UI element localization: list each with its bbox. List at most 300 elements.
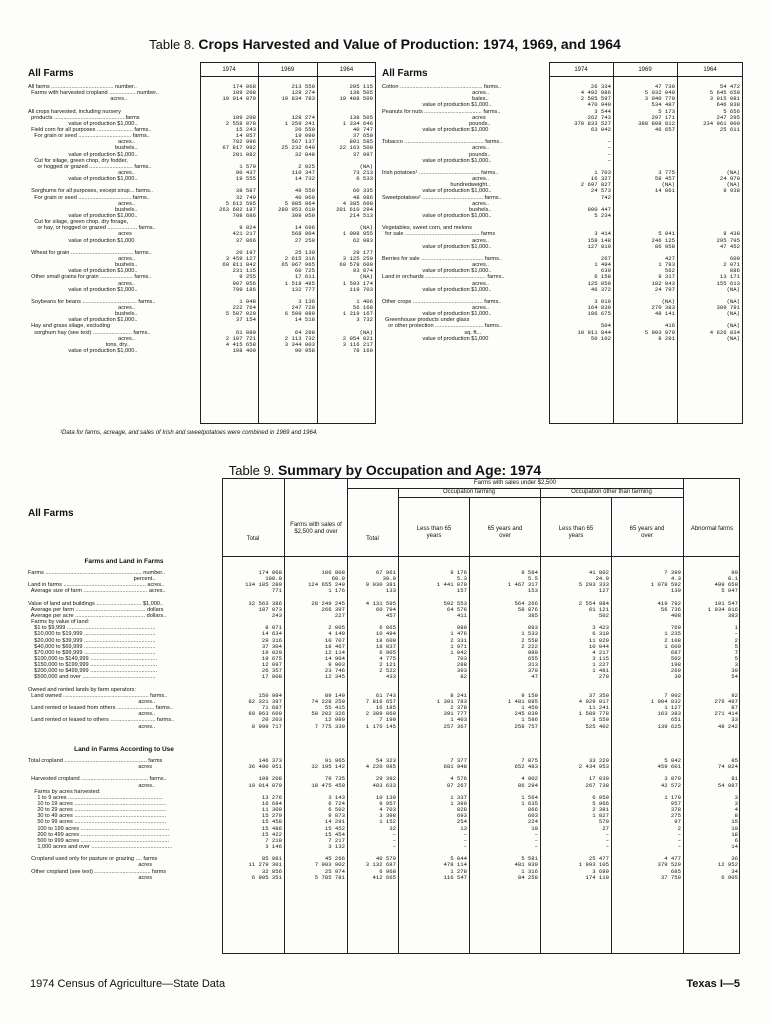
table9-cell: –: [677, 836, 681, 844]
table9-row-label: 20 to 29 acres ...........................................................: [28, 807, 167, 814]
table8-cell: 504: [600, 322, 611, 330]
table9-cell: 11 309: [261, 806, 282, 814]
table8-left-col-1974: [200, 84, 256, 354]
table9-cell: 393: [456, 667, 467, 675]
table8-cell: (NA): [359, 224, 373, 232]
table9-heading: Summary by Occupation and Age: 1974: [277, 462, 542, 478]
table8-row-label: products ............................................. farms: [28, 114, 140, 121]
table9-cell: 1 635: [521, 799, 538, 807]
table9-cell: 9 030 381: [365, 581, 396, 589]
table8-cell: 3 732: [356, 316, 373, 324]
table8-cell: 247 295: [716, 113, 740, 121]
table9-cell: 24.0: [595, 575, 609, 583]
table9-column: [540, 570, 609, 730]
table8-row-label: acres..: [382, 90, 489, 97]
table9-cell: 9 957: [379, 799, 396, 807]
table8-row-label: acres..: [382, 200, 489, 207]
table8-cell: 25 130: [294, 248, 315, 256]
table9-row-label: 30 to 49 acres ...........................................................: [28, 813, 167, 820]
table8-left-year-1964: 1964: [339, 67, 354, 73]
table9-cell: 8 071: [265, 624, 282, 632]
table9-row-label: acres: [28, 862, 153, 869]
table9-cell: 1 533: [521, 630, 538, 638]
table8-cell: 427: [664, 254, 675, 262]
table8-cell: 127 810: [587, 242, 611, 250]
table9-row-labels-a: [28, 570, 220, 730]
table9-cell: 18 475 459: [311, 781, 345, 789]
table8-cell: 19 555: [235, 175, 256, 183]
table8-cell: (NA): [726, 168, 740, 176]
table8-row-label: sq. ft...: [382, 329, 482, 336]
table9-cell: 61 121: [588, 605, 609, 613]
table9-row-label: Harvested cropland ........................................... farms..: [28, 776, 167, 783]
table9-cell: 15 454: [324, 830, 345, 838]
table9-row-label: acres..: [28, 782, 156, 789]
table9-cell: 116 547: [443, 873, 467, 881]
table8-cell: 799 186: [232, 285, 256, 293]
table8-row-label: Peanuts for nuts ..................................... farms..: [382, 108, 501, 115]
table8-right-col-1974: [549, 84, 611, 342]
table8-cell: 5 032 040: [644, 89, 675, 97]
table9-row-label: Value of land and buildings ............................. $1,000..: [28, 600, 164, 607]
table9-cell: 87 267: [446, 781, 467, 789]
table8-row-label: acres..: [382, 176, 489, 183]
table8-cell: 14 696: [294, 224, 315, 232]
table9-row-label: Owned and rented lands by farm operators:: [28, 686, 136, 693]
table8-cell: 46 372: [590, 285, 611, 293]
table8-cell: 234 961 000: [703, 119, 740, 127]
table8-cell: (NA): [661, 181, 675, 189]
table8-cell: 4 415 658: [225, 340, 256, 348]
table9-row-label: 10 to 19 acres ...........................................................: [28, 800, 167, 807]
table8-cell: 60 811 842: [222, 261, 256, 269]
table8-cell: 388 808 812: [638, 119, 675, 127]
table9-cell: 37 304: [261, 642, 282, 650]
table8-cell: 4 385 608: [342, 199, 373, 207]
table8-cell: 27 259: [294, 236, 315, 244]
table9-cell: 25 974: [324, 867, 345, 875]
table8-cell: 13 171: [719, 273, 740, 281]
table9-cell: 58 876: [517, 605, 538, 613]
table9-cell: 2: [677, 824, 681, 832]
table9-column: [611, 758, 681, 881]
table9-cell: 5.3: [456, 575, 467, 583]
table8-cell: 309 050: [291, 211, 315, 219]
table8-cell: 119 703: [349, 285, 373, 293]
table8-row-label: Tobacco ................................................... farms..: [382, 139, 503, 146]
table8-row-label: value of production $1,000..: [382, 212, 492, 219]
table8-cell: 2 505 597: [580, 95, 611, 103]
table9-cell: 13 276: [261, 793, 282, 801]
table9-cell: –: [463, 836, 467, 844]
table9-cell: 1 399: [450, 799, 467, 807]
table8-row-label: Farms with harvested cropland ................. number..: [28, 90, 159, 97]
table8-cell: 58 457: [654, 175, 675, 183]
table9-cell: 224: [527, 818, 538, 826]
table8-cell: 3 136: [298, 297, 315, 305]
table8-cell: 10 911 844: [577, 328, 611, 336]
table9-row-label: Total cropland ..................................................... farms: [28, 758, 163, 764]
table9-row-label: Farms .............................................................. number..: [28, 570, 166, 576]
table8-cell: 1 703: [594, 168, 611, 176]
table9-cell: 419 792: [657, 599, 681, 607]
table8-row-label: acres..: [28, 139, 135, 146]
table9-row-label: $150,000 to $199,999 ...........................................: [28, 662, 158, 669]
table9-cell: 61 743: [375, 691, 396, 699]
table8-cell: 1 570: [239, 162, 256, 170]
table9-cell: 3 550: [592, 716, 609, 724]
table9-cell: 1 509 778: [578, 710, 609, 718]
table9-row-label: 100 to 199 acres .........................................................: [28, 825, 170, 832]
table9-cell: 14 291: [324, 818, 345, 826]
table8-cell: 17 611: [294, 273, 315, 281]
table9-cell: 1 004 832: [650, 697, 681, 705]
table9-cell: 2 108: [664, 636, 681, 644]
table9-head-under-total: Total: [366, 536, 379, 542]
table9-cell: 271 414: [714, 710, 738, 718]
table9-cell: 989: [527, 648, 538, 656]
table9-cell: 133: [385, 587, 396, 595]
table9-cell: 3 146: [265, 842, 282, 850]
table9-cell: 5 581: [521, 855, 538, 863]
table9-cell: 1 176: [328, 587, 345, 595]
table8-cell: 138 505: [349, 113, 373, 121]
table8-cell: (NA): [726, 310, 740, 318]
table9-row-label: $100,000 to $149,999 ...........................................: [28, 655, 158, 662]
table9-cell: –: [463, 830, 467, 838]
table9-row-label: Farms by value of land:: [28, 619, 90, 626]
table9-row-label: $20,000 to $39,999 ..............................................: [28, 637, 156, 644]
table8-cell: 40 747: [352, 125, 373, 133]
table9-cell: 7 903 902: [314, 861, 345, 869]
table9-cell: 15 452: [324, 824, 345, 832]
table8-cell: 86 958: [654, 242, 675, 250]
table8-row-label: value of production $1,000..: [28, 268, 138, 275]
table8-row-label: for sale ................................................ farms: [382, 231, 496, 238]
table8-cell: 297 171: [651, 113, 675, 121]
table8-row-label: acres..: [382, 280, 489, 287]
table8-cell: 2 697 827: [580, 181, 611, 189]
table8-row-label: Sweetpotatoes¹ ....................................... farms..: [382, 194, 502, 201]
table8-cell: (NA): [726, 181, 740, 189]
table9-cell: 10 130: [375, 793, 396, 801]
table8-row-label: value of production $1,000: [28, 237, 135, 244]
table8-cell: 9 255: [239, 273, 256, 281]
table8-cell: 2 025: [298, 162, 315, 170]
table8-row-label: acres..: [28, 335, 135, 342]
table9-cell: 459 601: [657, 763, 681, 771]
table9-cell: 257 367: [443, 722, 467, 730]
table9-sec-farms-land: Farms and Land in Farms: [84, 558, 164, 565]
table9-cell: 19 675: [261, 654, 282, 662]
table9-cell: –: [605, 830, 609, 838]
table9-cell: 1 564: [521, 793, 538, 801]
table8-cell: 263 602 187: [219, 205, 256, 213]
table8-cell: 25 232 649: [281, 144, 315, 152]
table8-cell: 54 472: [719, 83, 740, 90]
table9-cell: 1 301 783: [436, 697, 467, 705]
table8-cell: 1 319 167: [342, 310, 373, 318]
table9-row-label: $70,000 to $99,999 ..............................................: [28, 649, 156, 656]
table8-row-label: Greenhouse products under glass: [382, 317, 470, 324]
table9-cell: 378: [670, 806, 681, 814]
table8-row-label: tons, dry..: [28, 341, 130, 348]
table8-cell: 49 559: [294, 187, 315, 195]
table9-cell: 275: [670, 812, 681, 820]
table9-row-label: Average size of farm ......................................... acres..: [28, 588, 166, 595]
table9-cell: 411: [456, 611, 467, 619]
table8-row-label: value of production $1,000..: [382, 188, 492, 195]
table8-cell: 24 797: [654, 285, 675, 293]
table8-cell: 48 986: [352, 193, 373, 201]
table8-row-label: Hay and grass silage, excluding: [28, 323, 111, 330]
table8-cell: –: [607, 144, 611, 152]
table9-cell: 33 229: [588, 757, 609, 764]
table8-row-label: value of production $1,000..: [382, 157, 492, 164]
table9-cell: 29 392: [375, 775, 396, 783]
table8-cell: 708 686: [232, 211, 256, 219]
table8-cell: 567 137: [291, 138, 315, 146]
table8-cell: 3 019: [594, 297, 611, 305]
table9-cell: 82: [460, 673, 467, 681]
table9-cell: 957: [670, 799, 681, 807]
table9-row-label: Average per acre ............................................. dollars..: [28, 612, 167, 619]
table9-cell: 153: [527, 587, 538, 595]
table8-cell: 25 611: [719, 125, 740, 133]
table9-cell: 15 486: [261, 824, 282, 832]
table9-cell: 258 757: [514, 722, 538, 730]
table9-row-label: $500,000 and over ...............................................: [28, 674, 156, 681]
table9-cell: 687: [670, 648, 681, 656]
table8-cell: 247 729: [291, 304, 315, 312]
table9-row-labels-b: [28, 758, 220, 881]
table8-cell: 6 599 089: [284, 310, 315, 318]
table9-cell: 433: [385, 673, 396, 681]
table9-cell: 9 150: [521, 691, 538, 699]
table9-cell: 12 980: [324, 716, 345, 724]
table8-cell: 19 099: [294, 132, 315, 140]
table9-cell: 1 441 079: [436, 581, 467, 589]
table8-right-year-1969: 1969: [638, 67, 652, 73]
table8-cell: 32 848: [294, 150, 315, 158]
table9-cell: 1 227: [592, 661, 609, 669]
table8-cell: 534 487: [651, 101, 675, 109]
table9-cell: 163 383: [657, 710, 681, 718]
table9-cell: 48 242: [717, 722, 738, 730]
table8-row-label: Wheat for grain ........................................ farms..: [28, 249, 152, 256]
table9-cell: 483 633: [372, 781, 396, 789]
table8-row-label: bales..: [382, 96, 489, 103]
table9-cell: 139 625: [657, 722, 681, 730]
table8-cell: 562: [664, 267, 675, 275]
table8-row-label: Vegetables, sweet corn, and melons: [382, 225, 472, 232]
table9-cell: 60.9: [331, 575, 345, 583]
table8-cell: 73 213: [352, 168, 373, 176]
table8-row-label: acres..: [382, 145, 489, 152]
table8-row-label: For grain or seed .................................. farms..: [28, 133, 150, 140]
table9-cell: 3: [734, 661, 738, 669]
table9-row-label: acres..: [28, 711, 156, 718]
table8-cell: 29 177: [352, 248, 373, 256]
table8-cell: 295 795: [716, 236, 740, 244]
table8-cell: 6 533: [356, 175, 373, 183]
table8-cell: 37 154: [235, 316, 256, 324]
table8-cell: 155 613: [716, 279, 740, 287]
table9-cell: 10 494: [375, 630, 396, 638]
table9-cell: 32: [389, 824, 396, 832]
table8-cell: 5 645 650: [709, 89, 740, 97]
table8-cell: 470 940: [587, 101, 611, 109]
table8-cell: 1 593 174: [342, 279, 373, 287]
table9-cell: 191 547: [714, 599, 738, 607]
table9-cell: 4.3: [670, 575, 681, 583]
table8-label: Table 8.: [149, 37, 195, 52]
table9-cell: –: [734, 630, 738, 638]
table9-cell: 478 114: [443, 861, 467, 869]
table9-cell: 1 481: [592, 667, 609, 675]
table8-row-label: Cotton ..................................................... farms..: [382, 84, 502, 90]
table8-row-label: Cut for silage, green chop, dry fodder,: [28, 157, 128, 164]
table9-cell: 4 477: [664, 855, 681, 863]
table8-row-label: All crops harvested, including nursery: [28, 108, 121, 115]
table9-row-label: $1 to $9,999 .........................................................: [28, 625, 156, 632]
table9-cell: 11 241: [588, 704, 609, 712]
table9-title: [0, 462, 770, 478]
table9-cell: 58 202 326: [311, 710, 345, 718]
table8-cell: –: [607, 156, 611, 164]
table9-column: [222, 758, 282, 881]
table9-cell: 1 176 145: [365, 722, 396, 730]
table8-row-label: acres..: [28, 169, 135, 176]
table8-cell: 63 042: [590, 125, 611, 133]
table9-cell: 174 110: [585, 873, 609, 881]
table9-cell: 64 576: [446, 605, 467, 613]
table8-cell: 262 743: [587, 113, 611, 121]
table8-row-label: bushels..: [28, 206, 138, 213]
table8-cell: 205 115: [349, 83, 373, 90]
table9-cell: 570: [598, 818, 609, 826]
table8-cell: 64 288: [294, 328, 315, 336]
table8-cell: 22 163 500: [339, 144, 373, 152]
table9-cell: 6 905: [379, 648, 396, 656]
table9-cell: 502: [670, 654, 681, 662]
table8-row-label: bushels..: [28, 145, 138, 152]
table8-cell: 37 997: [352, 150, 373, 158]
table8-row-label: acres..: [28, 280, 135, 287]
table9-cell: 1 235: [664, 630, 681, 638]
table9-cell: 100.0: [265, 575, 282, 583]
table9-cell: 11 020: [588, 636, 609, 644]
table9-cell: 1 476: [450, 630, 467, 638]
table8-cell: 231 115: [232, 267, 256, 275]
table8-cell: 47 730: [654, 83, 675, 90]
table9-group-header: Farms with sales under $2,500: [473, 480, 557, 486]
table9-cell: 7 218: [265, 836, 282, 844]
table8-cell: 782 996: [232, 138, 256, 146]
footer-publication: 1974 Census of Agriculture—State Data: [30, 978, 226, 990]
table8-cell: 158 148: [587, 236, 611, 244]
table8-cell: 389 791: [716, 304, 740, 312]
table9-row-label: Land owned ....................................................... farms..: [28, 692, 168, 699]
table8-cell: 1 783: [658, 261, 675, 269]
table8-left-year-1969: 1969: [280, 67, 295, 73]
table9-cell: –: [463, 842, 467, 850]
table9-cell: 1 459: [521, 704, 538, 712]
table9-cell: 67 961: [375, 569, 396, 576]
table9-cell: 2 522: [379, 667, 396, 675]
table8-left-col-1969: [258, 84, 315, 354]
table9-head-farm-under65: Less than 65 years: [416, 526, 452, 539]
table9-cell: 10 044: [588, 642, 609, 650]
table9-cell: 4 902: [521, 775, 538, 783]
table9-cell: 79 735: [324, 775, 345, 783]
table9-cell: 15 279: [261, 812, 282, 820]
table8-cell: 65 067 965: [281, 261, 315, 269]
table8-cell: 14 057: [235, 132, 256, 140]
table9-column: [284, 570, 345, 730]
table8-cell: 110 347: [291, 168, 315, 176]
table9-cell: 27: [602, 824, 609, 832]
table9-cell: 82 321 397: [248, 697, 282, 705]
table9-cell: 481 939: [514, 861, 538, 869]
table9-cell: 3 143: [328, 793, 345, 801]
table9-cell: 6 724: [328, 799, 345, 807]
table9-cell: 269: [670, 667, 681, 675]
table9-cell: 54 987: [717, 781, 738, 789]
table9-column: [398, 570, 467, 730]
table9-cell: 37 350: [588, 691, 609, 699]
table9-cell: 243: [271, 611, 282, 619]
table9-cell: 4: [734, 806, 738, 814]
table9-cell: 5.5: [527, 575, 538, 583]
table9-cell: 5 785 781: [314, 873, 345, 881]
table8-cell: 3 544: [594, 107, 611, 115]
table9-cell: 6 905: [721, 873, 738, 881]
table9-cell: 1 467 317: [507, 581, 538, 589]
table9-row-label: 200 to 499 acres .........................................................: [28, 831, 170, 838]
table8-row-label: acres..: [28, 96, 128, 103]
table8-row-label: value of production $1,000..: [382, 311, 492, 318]
table9-cell: 3: [734, 793, 738, 801]
table9-cell: 11 279 301: [248, 861, 282, 869]
table9-cell: 15: [731, 818, 738, 826]
table9-cell: 1 127: [664, 704, 681, 712]
table8-cell: 182 843: [651, 279, 675, 287]
table9-cell: 379 529: [657, 861, 681, 869]
table8-cell: 26 334: [590, 83, 611, 90]
table8-row-label: or hogged or grazed ............................ farms..: [28, 163, 152, 170]
table9-cell: 92: [731, 691, 738, 699]
table9-cell: 109 208: [258, 775, 282, 783]
table9-row-label: 1,000 acres and over ....................................................: [28, 843, 173, 850]
table8-cell: 3 459 127: [225, 254, 256, 262]
table9-cell: 1 827: [592, 812, 609, 820]
table9-row-label: Farms by acres harvested:: [28, 788, 101, 795]
table9-cell: 5: [734, 654, 738, 662]
table9-cell: 14: [731, 842, 738, 850]
table9-cell: 685: [670, 867, 681, 875]
table8-cell: 5 612 595: [225, 199, 256, 207]
table8-row-label: value of production $1,000..: [382, 286, 492, 293]
table8-row-label: acres..: [28, 200, 135, 207]
table9-cell: 1 934 816: [707, 605, 738, 613]
table9-cell: 3 132 687: [365, 861, 396, 869]
table9-cell: 14 634: [261, 630, 282, 638]
table9-cell: 2 389 869: [365, 710, 396, 718]
table9-cell: 18: [731, 830, 738, 838]
table8-row-label: value of production $1,000..: [382, 102, 492, 109]
table8-row-label: sorghum hay (see text) ......................... farms..: [28, 329, 151, 336]
